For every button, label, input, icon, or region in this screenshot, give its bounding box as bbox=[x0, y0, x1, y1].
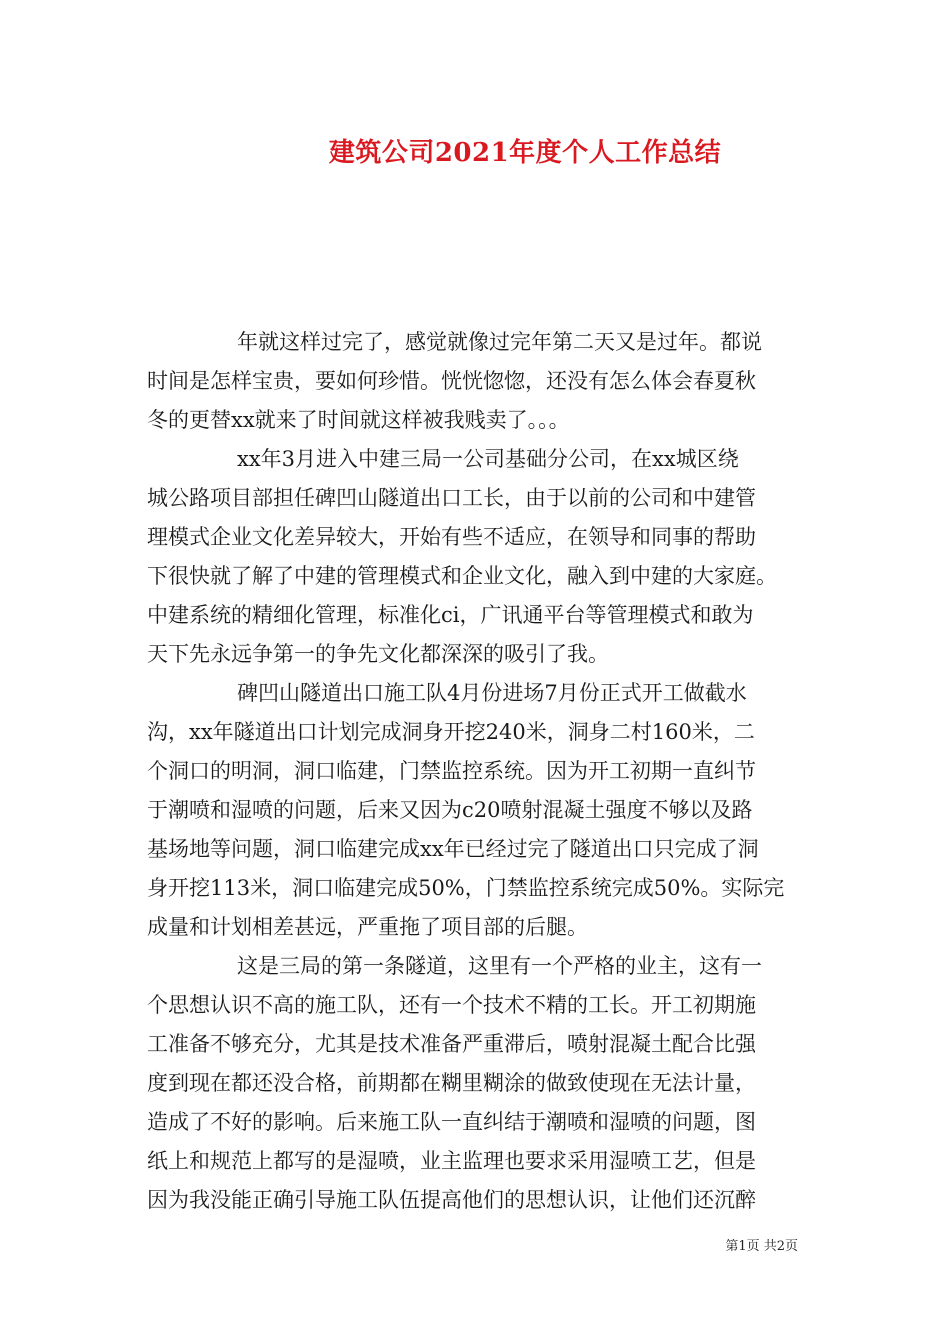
paragraph-line: 成量和计划相差甚远，严重拖了项目部的后腿。 bbox=[147, 915, 588, 939]
paragraph-line: 时间是怎样宝贵，要如何珍惜。恍恍惚惚，还没有怎么体会春夏秋 bbox=[147, 369, 756, 393]
paragraph-line: 纸上和规范上都写的是湿喷，业主监理也要求采用湿喷工艺，但是 bbox=[147, 1149, 756, 1173]
paragraph-line: 中建系统的精细化管理，标准化ci，广讯通平台等管理模式和敢为 bbox=[147, 603, 754, 627]
page-number-footer: 第1页 共2页 bbox=[725, 1239, 798, 1254]
paragraph-line: 碑凹山隧道出口施工队4月份进场7月份正式开工做截水 bbox=[237, 681, 747, 705]
paragraph-line: 基场地等问题，洞口临建完成xx年已经过完了隧道出口只完成了洞 bbox=[147, 837, 759, 861]
paragraph-line: 工准备不够充分，尤其是技术准备严重滞后，喷射混凝土配合比强 bbox=[147, 1032, 756, 1056]
paragraph-line: 于潮喷和湿喷的问题，后来又因为c20喷射混凝土强度不够以及路 bbox=[147, 798, 753, 822]
paragraph-line: 年就这样过完了，感觉就像过完年第二天又是过年。都说 bbox=[237, 330, 762, 354]
paragraph-line: 下很快就了解了中建的管理模式和企业文化，融入到中建的大家庭。 bbox=[147, 564, 777, 588]
paragraph-line: 这是三局的第一条隧道，这里有一个严格的业主，这有一 bbox=[237, 954, 762, 978]
paragraph-line: 冬的更替xx就来了时间就这样被我贱卖了。。。 bbox=[147, 408, 570, 432]
document-title: 建筑公司2021年度个人工作总结 bbox=[328, 138, 722, 168]
paragraph-line: 因为我没能正确引导施工队伍提高他们的思想认识，让他们还沉醉 bbox=[147, 1188, 756, 1212]
paragraph-line: 理模式企业文化差异较大，开始有些不适应，在领导和同事的帮助 bbox=[147, 525, 756, 549]
paragraph-line: 身开挖113米，洞口临建完成50%，门禁监控系统完成50%。实际完 bbox=[147, 876, 785, 900]
paragraph-line: 城公路项目部担任碑凹山隧道出口工长，由于以前的公司和中建管 bbox=[147, 486, 756, 510]
paragraph-line: 个洞口的明洞，洞口临建，门禁监控系统。因为开工初期一直纠节 bbox=[147, 759, 756, 783]
paragraph-line: 度到现在都还没合格，前期都在糊里糊涂的做致使现在无法计量， bbox=[147, 1071, 756, 1095]
paragraph-line: 天下先永远争第一的争先文化都深深的吸引了我。 bbox=[147, 642, 609, 666]
document-body bbox=[147, 323, 812, 1220]
paragraph-line: 个思想认识不高的施工队，还有一个技术不精的工长。开工初期施 bbox=[147, 993, 756, 1017]
paragraph-line: 沟，xx年隧道出口计划完成洞身开挖240米，洞身二村160米，二 bbox=[147, 720, 755, 744]
paragraph-line: 造成了不好的影响。后来施工队一直纠结于潮喷和湿喷的问题，图 bbox=[147, 1110, 756, 1134]
paragraph-line: xx年3月进入中建三局一公司基础分公司，在xx城区绕 bbox=[237, 447, 739, 471]
